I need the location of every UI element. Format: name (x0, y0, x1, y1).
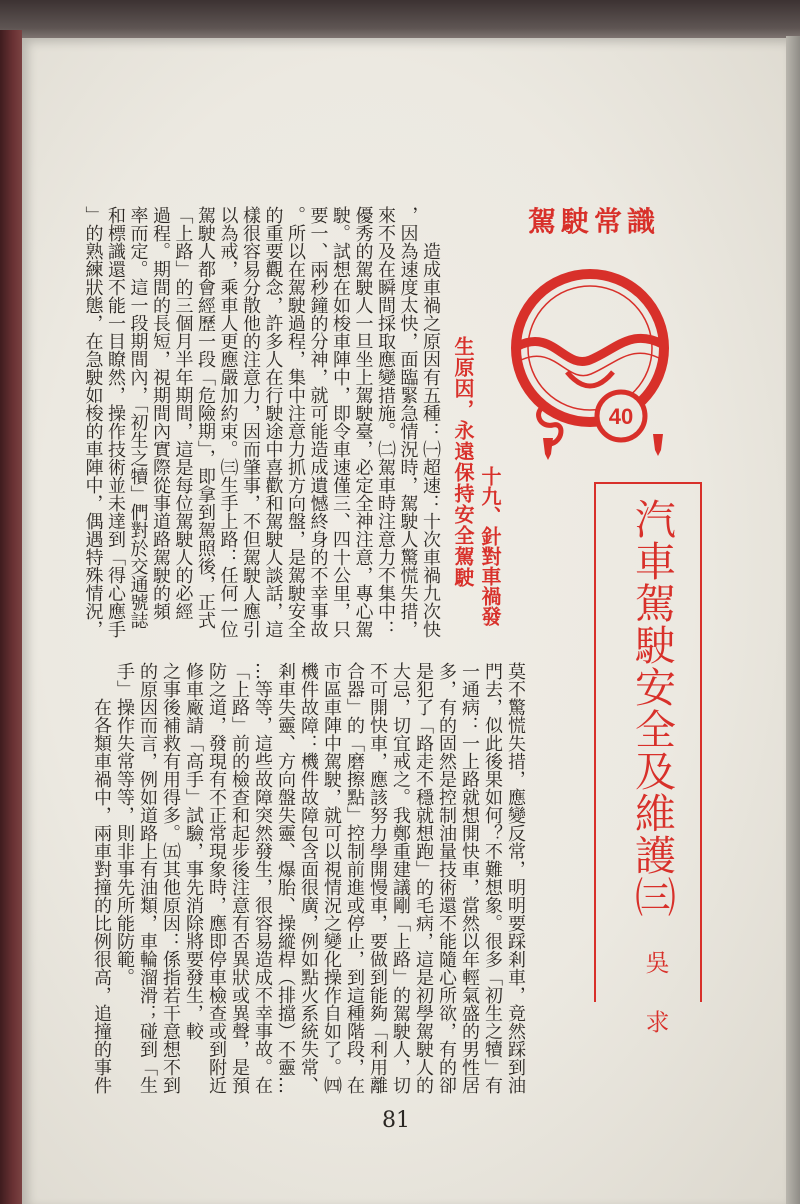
body-text-column: 修車廠請「高手」試驗，事先消除將要發生，較 (183, 662, 204, 1040)
body-text-column: 機件故障：機件故障包含面很廣，例如點火系統失常、 (298, 662, 319, 1094)
body-text-column: 之事後補救有用得多。㈤其他原因：係指若干意想不到 (160, 662, 181, 1094)
section-heading-column: 生原因，永遠保持安全駕駛 (451, 336, 475, 588)
speed-limit-sign (597, 392, 645, 440)
page-number: 81 (382, 1108, 410, 1133)
wheel-spoke (518, 338, 662, 361)
steering-wheel-icon (505, 248, 675, 468)
body-text-column: 率而定。這一段期間內，「初生之犢」們對於交通號誌 (127, 206, 149, 629)
body-text-column: 」的熟練狀態，在急駛如梭的車陣中，偶遇特殊情況， (82, 206, 104, 638)
title-box-left-border (594, 482, 596, 1002)
body-text-lower (90, 662, 527, 1094)
body-text-upper (81, 206, 441, 638)
body-text-column: 大忌，切宜戒之。我鄭重建議剛「上路」的駕駛人，切 (390, 662, 411, 1094)
body-text-column: 過程。期間的長短，視期間內實際從事道路駕駛的頻 (150, 206, 171, 620)
body-text-column: …等等，這些故障突然發生，很容易造成不幸事故。在 (252, 662, 273, 1094)
body-text-column: 。所以在駕駛過程，集中注意力抓方向盤，是駕駛安全 (285, 206, 306, 638)
body-text-column: 剎車失靈、方向盤失靈、爆胎、操縱桿（排擋）不靈… (275, 662, 296, 1094)
title-box-top-border (594, 482, 702, 484)
body-text-column: 合器」的「磨擦點」控制前進或停止，到這種階段，在 (344, 662, 365, 1094)
body-text-column: 以為戒，乘車人更應嚴加約束。㈢生手上路：任何一位 (217, 206, 239, 638)
body-text-column: 防之道，發現有不正常現象時，應即停車檢查或到附近 (206, 662, 227, 1094)
body-text-column: 不可開快車，應該努力學開慢車，要做到能夠「利用離 (367, 662, 388, 1094)
body-text-column: 樣很容易分散他的注意力，因而肇事，不但駕駛人應引 (240, 206, 261, 638)
column-header-label: 駕駛常識 (528, 205, 661, 238)
body-text-column: 在各類車禍中，兩車對撞的比例很高，追撞的事件 (91, 698, 112, 1094)
tassel-right (653, 434, 663, 456)
page-right-edge (786, 36, 800, 1204)
body-text-column: 「上路」前的檢查和起步後注意有否異狀或異聲，是預 (229, 662, 250, 1094)
speed-limit-value: 40 (608, 404, 634, 429)
body-text-column: 是犯了「路走不穩就想跑」的毛病，這是初學駕駛人的 (413, 662, 434, 1094)
body-text-column: 莫不驚慌失措，應變反常，明明要踩剎車，竟然踩到油 (505, 662, 526, 1094)
book-binding-edge (0, 30, 22, 1204)
section-heading-column: 十九、針對車禍發 (478, 466, 502, 626)
body-text-column: 的重要觀念，許多人在行駛途中喜歡和駕駛人談話，這 (262, 206, 284, 638)
body-text-column: 造成車禍之原因有五種：㈠超速：十次車禍九次快 (420, 242, 441, 638)
body-text-column: 優秀的駕駛人一旦坐上駕駛臺，必定全神注意，專心駕 (352, 206, 374, 638)
body-text-column: 多，有的固然是控制油量技術還不能隨心所欲，有的卻 (436, 662, 457, 1094)
title-box-right-border (700, 482, 702, 1002)
body-text-column: 的原因而言，例如道路上有油類，車輪溜滑；碰到「生 (137, 662, 158, 1094)
body-text-column: ，因為速度太快，面臨緊急情況時，駕駛人驚慌失措， (397, 206, 419, 638)
body-text-column: 門去，似此後果如何？不難想象。很多「初生之犢」有 (482, 662, 503, 1094)
body-text-column: 駛。試想在如梭車陣中，即令車速僅三、四十公里，只 (330, 206, 351, 638)
body-text-column: 來不及在瞬間採取應變措施。㈡駕車時注意力不集中： (375, 206, 396, 638)
article-title: 汽車駕駛安全及維護㈢ (628, 498, 676, 918)
body-text-column: 「上路」的三個月半年期間，這是每位駕駛人的必經 (172, 206, 194, 620)
body-text-column: 駕駛人都會經歷一段「危險期」，即拿到駕照後，正式 (195, 206, 216, 629)
tassel-left (543, 438, 553, 460)
body-text-column: 市區車陣中駕駛，就可以視情況之變化操作自如了。㈣ (321, 662, 342, 1094)
body-text-column: 手」操作失常等等，則非事先所能防範。 (114, 662, 135, 986)
body-text-column: 要一、兩秒鐘的分神，就可能造成遺憾終身的不幸事故 (307, 206, 329, 638)
author-name: 吳 求 (641, 950, 669, 1048)
book-top-edge (0, 0, 800, 40)
body-text-column: 和標識還不能一目瞭然，操作技術並未達到「得心應手 (105, 206, 126, 638)
body-text-column: 一通病：一上路就想開快車，當然以年輕氣盛的男性居 (459, 662, 480, 1094)
